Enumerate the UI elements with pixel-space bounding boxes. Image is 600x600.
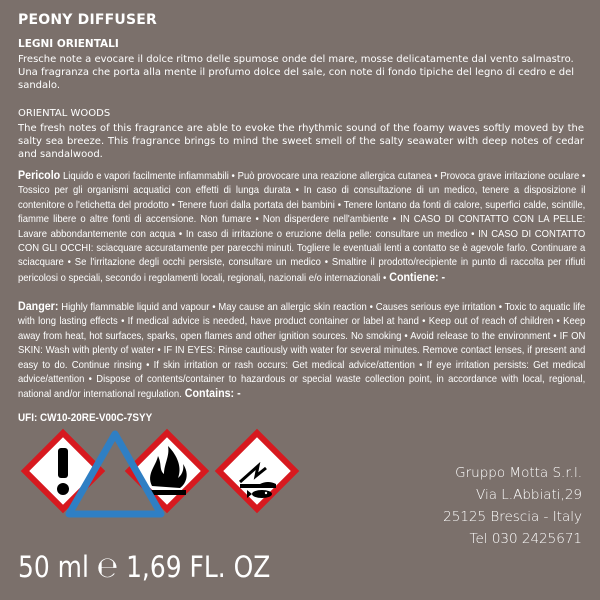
estimated-sign: ℮: [96, 550, 119, 584]
company-phone: Tel 030 2425671: [469, 531, 582, 547]
volume-imperial: 1,69 FL. OZ: [126, 550, 271, 584]
exclamation-mark-icon: [25, 433, 101, 509]
product-title: PEONY DIFFUSER: [18, 12, 158, 28]
hazard-statement-italian: [18, 169, 585, 286]
hazard-text-italian: Liquido e vapori facilmente infiammabili • Può provocare una reazione allergica cutanea • Provoca grave irritazione oculare • Tossico per gli organismi acquatici con effetti di lunga durata • In caso di consultazione di un medico, tenere a disposizione il contenitore o l'etichetta del prodotto • Tenere fuori dalla portata dei bambini • Tenere lontano da fonti di calore, superfici calde, scintille, fiamme libere o altre fonti di accensione. Non fumare • Non disperdere nell'ambiente • IN CASO DI CONTATTO CON LA PELLE: Lavare abbondantemente con acqua • In caso di irritazione o eruzione della pelle: consultare un medico • IN CASO DI CONTATTO CON GLI OCCHI: sciacquare accuratamente per parecchi minuti. Togliere le eventuali lenti a contatto se è agevole farlo. Continuare a sciacquare • Se l'irritazione degli occhi persiste, consultare un medico • Smaltire il prodotto/recipiente in punto di raccolta per rifiuti pericolosi o speciali, secondo i regolamenti locali, regionali, nazionali e/o internazionali •: [18, 171, 586, 284]
contents-label-italian: Contiene: -: [386, 271, 446, 284]
italian-description: Fresche note a evocare il dolce ritmo delle spumose onde del mare, mosse delicatamente dal vento salmastro. Una fragranza che porta alla mente il profumo dolce del sale, con note di fondo tipiche del legno di cedro e del sandalo.: [18, 54, 575, 92]
volume-metric: 50 ml: [18, 550, 89, 584]
company-name: Gruppo Motta S.r.l.: [455, 465, 582, 481]
hazard-pictograms: [18, 426, 308, 526]
environment-hazard-icon: [219, 433, 295, 509]
company-city: 25125 Brescia - Italy: [443, 509, 582, 525]
hazard-statement-english: [18, 300, 585, 403]
contents-label-english: Contains: -: [181, 388, 241, 401]
english-heading: ORIENTAL WOODS: [18, 108, 111, 119]
company-address: [443, 462, 582, 550]
flame-icon: [129, 433, 205, 509]
hazard-label-italian: Pericolo: [18, 170, 61, 182]
italian-heading: LEGNI ORIENTALI: [18, 38, 119, 50]
english-description: The fresh notes of this fragrance are able to evoke the rhythmic sound of the foamy waves softly moved by the salty sea breeze. This fragrance brings to mind the sweet smell of the salty seawater with deep notes of cedar and sandalwood.: [18, 123, 584, 161]
ufi-code: UFI: CW10-20RE-V00C-7SYY: [18, 412, 153, 424]
hazard-label-english: Danger:: [18, 301, 59, 313]
hazard-text-english: Highly flammable liquid and vapour • May cause an allergic skin reaction • Causes serious eye irritation • Toxic to aquatic life with long lasting effects • If medical advice is needed, have product container or label at hand • Keep out of reach of children • Keep away from heat, hot surfaces, sparks, open flames and other ignition sources. No smoking • Avoid release to the environment • IF ON SKIN: Wash with plenty of water • IF IN EYES: Rinse cautiously with water for several minutes. Remove contact lenses, if present and easy to do. Continue rinsing • If skin irritation or rash occurs: Get medical advice/attention • If eye irritation persists: Get medical advice/attention • Dispose of contents/container to hazardous or special waste collection point, in accordance with local, regional, national and/or international regulation.: [18, 302, 586, 401]
company-street: Via L.Abbiati,29: [476, 487, 582, 503]
volume-label: [18, 550, 270, 584]
pictogram-strip: [18, 426, 308, 526]
